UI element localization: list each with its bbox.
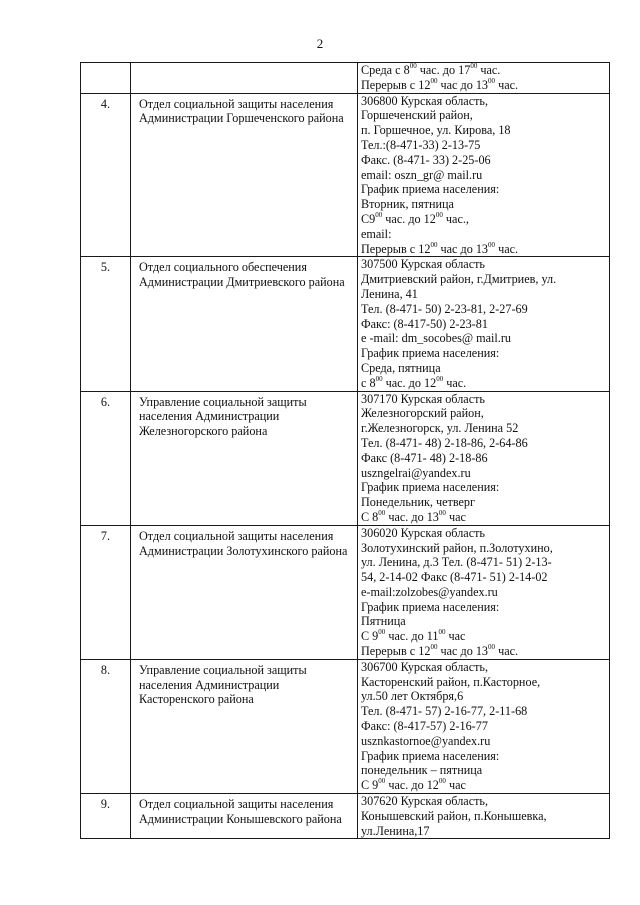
contact-text: С 8 — [361, 509, 379, 524]
contact-text: час. до 13 — [385, 509, 439, 524]
contact-line — [361, 436, 605, 451]
time-minutes-superscript: 00 — [430, 643, 438, 652]
contact-line — [361, 108, 605, 123]
time-minutes-superscript: 00 — [470, 62, 478, 70]
contact-line — [361, 778, 605, 793]
contact-line — [361, 719, 605, 734]
office-name-line: Администрации Горшеченского района — [139, 111, 344, 126]
contact-line — [361, 346, 605, 361]
table-row — [81, 794, 610, 839]
contact-text: час. — [495, 644, 519, 659]
row-number: 6. — [100, 394, 111, 409]
contact-text: понедельник – пятница — [361, 763, 483, 778]
contact-line — [361, 302, 605, 317]
office-name-cell — [131, 257, 358, 391]
contact-line — [361, 197, 605, 212]
office-name-line: Администрации Дмитриевского района — [139, 275, 345, 290]
contact-line — [361, 421, 605, 436]
row-number-cell — [81, 525, 131, 659]
contact-text: Железногорский район, — [361, 406, 484, 421]
contact-text: с 8 — [361, 375, 376, 390]
contact-line — [361, 406, 605, 421]
time-minutes-superscript: 00 — [488, 643, 496, 652]
office-name-cell — [131, 794, 358, 839]
contact-text: С 9 — [361, 629, 379, 644]
contact-text: Перерыв с 12 — [361, 77, 431, 92]
contact-text: График приема населения: — [361, 599, 500, 614]
contact-text: График приема населения: — [361, 748, 500, 763]
contact-text: ул.Ленина,17 — [361, 823, 430, 838]
contact-text: Вторник, пятница — [361, 197, 454, 212]
contact-line — [361, 212, 605, 227]
row-number-cell — [81, 93, 131, 257]
contact-text: час — [445, 778, 466, 793]
contact-text: Среда с 8 — [361, 63, 410, 77]
time-minutes-superscript: 00 — [435, 210, 443, 219]
contact-text: час. — [443, 375, 467, 390]
contact-text: Ленина, 41 — [361, 286, 418, 301]
office-name-line: Администрации Конышевского района — [139, 811, 342, 826]
contact-text: Горшеченский район, — [361, 108, 473, 123]
table-row — [81, 63, 610, 94]
contact-text: 54, 2-14-02 Факс (8-471- 51) 2-14-02 — [361, 570, 548, 585]
contact-text: usznkastornoe@yandex.ru — [361, 733, 491, 748]
time-minutes-superscript: 00 — [436, 374, 444, 383]
contact-line — [361, 526, 605, 541]
contact-line — [361, 123, 605, 138]
contact-text: Факс. (8-471- 33) 2-25-06 — [361, 152, 491, 167]
contact-line — [361, 763, 605, 778]
contact-text: ул. Ленина, д.3 Тел. (8-471- 51) 2-13- — [361, 555, 552, 570]
office-name-cell — [131, 93, 358, 257]
office-name-cell — [131, 525, 358, 659]
time-minutes-superscript: 00 — [438, 508, 446, 517]
contact-line — [361, 272, 605, 287]
row-number: 4. — [100, 96, 111, 111]
office-name-line: населения Администрации — [139, 409, 280, 424]
contact-line — [361, 78, 605, 93]
office-name-cell — [131, 391, 358, 525]
row-number: 7. — [100, 528, 111, 543]
contact-text: Дмитриевский район, г.Дмитриев, ул. — [361, 272, 557, 287]
contact-text: 307170 Курская область — [361, 391, 485, 406]
office-name-line: Управление социальной защиты — [139, 662, 307, 677]
office-contacts-cell — [358, 257, 610, 391]
contact-line — [361, 749, 605, 764]
table-row — [81, 659, 610, 793]
contact-text: email: oszn_gr@ mail.ru — [361, 167, 483, 182]
office-name-line: Отдел социальной защиты населения — [139, 528, 334, 543]
contact-line — [361, 227, 605, 242]
contact-line — [361, 570, 605, 585]
contact-text: 306020 Курская область — [361, 525, 485, 540]
contact-text: час — [445, 629, 466, 644]
contact-line — [361, 63, 605, 78]
row-number-cell — [81, 391, 131, 525]
contact-line — [361, 361, 605, 376]
table-row — [81, 93, 610, 257]
contact-line — [361, 629, 605, 644]
table-row — [81, 391, 610, 525]
contact-line — [361, 331, 605, 346]
contact-text: Конышевский район, п.Конышевка, — [361, 808, 547, 823]
row-number: 5. — [100, 260, 111, 275]
time-minutes-superscript: 00 — [378, 628, 386, 637]
time-minutes-superscript: 00 — [430, 240, 438, 249]
contact-text: Перерыв с 12 — [361, 241, 431, 256]
row-number-cell — [81, 794, 131, 839]
contact-line — [361, 182, 605, 197]
contact-text: час. — [495, 77, 519, 92]
contact-text: ул.50 лет Октября,6 — [361, 689, 464, 704]
contact-text: час до 13 — [437, 644, 489, 659]
time-minutes-superscript: 00 — [409, 62, 417, 70]
contact-line — [361, 689, 605, 704]
office-contacts-cell — [358, 391, 610, 525]
contact-text: час до 13 — [437, 77, 489, 92]
row-number-cell — [81, 257, 131, 391]
table-row — [81, 257, 610, 391]
contact-line — [361, 794, 605, 809]
contact-line — [361, 168, 605, 183]
contact-line — [361, 451, 605, 466]
office-name-line: Железногорского района — [139, 424, 268, 439]
contact-line — [361, 541, 605, 556]
contact-line — [361, 585, 605, 600]
contact-line — [361, 317, 605, 332]
row-number: 9. — [100, 797, 111, 812]
contact-line — [361, 376, 605, 391]
office-contacts-cell — [358, 794, 610, 839]
page-number: 2 — [316, 36, 324, 51]
contact-text: Золотухинский район, п.Золотухино, — [361, 540, 553, 555]
office-name-cell — [131, 659, 358, 793]
contact-text: Тел. (8-471- 50) 2-23-81, 2-27-69 — [361, 301, 528, 316]
office-name-line: Отдел социальной защиты населения — [139, 96, 334, 111]
contact-text: Факс: (8-417-50) 2-23-81 — [361, 316, 488, 331]
contact-text: г.Железногорск, ул. Ленина 52 — [361, 421, 519, 436]
contact-text: График приема населения: — [361, 480, 500, 495]
contact-line — [361, 809, 605, 824]
contact-text: час. до 12 — [382, 375, 437, 390]
time-minutes-superscript: 00 — [375, 374, 383, 383]
contact-line — [361, 824, 605, 839]
contact-line — [361, 510, 605, 525]
office-contacts-cell — [358, 93, 610, 257]
contact-text: Тел. (8-471- 57) 2-16-77, 2-11-68 — [361, 704, 528, 719]
time-minutes-superscript: 00 — [430, 76, 438, 85]
contact-line — [361, 94, 605, 109]
contact-line — [361, 704, 605, 719]
contact-line — [361, 392, 605, 407]
time-minutes-superscript: 00 — [378, 777, 386, 786]
contact-text: Тел. (8-471- 48) 2-18-86, 2-64-86 — [361, 435, 528, 450]
contact-text: Среда, пятница — [361, 360, 441, 375]
contact-line — [361, 242, 605, 257]
time-minutes-superscript: 00 — [488, 76, 496, 85]
contact-text: 306800 Курская область, — [361, 93, 489, 108]
contact-line — [361, 734, 605, 749]
office-contacts-cell — [358, 525, 610, 659]
office-name-line: Отдел социального обеспечения — [139, 260, 307, 275]
contact-text: час. — [495, 241, 519, 256]
contact-line — [361, 614, 605, 629]
contact-text: График приема населения: — [361, 346, 500, 361]
time-minutes-superscript: 00 — [375, 210, 383, 219]
office-name-line: населения Администрации — [139, 677, 280, 692]
contact-line — [361, 257, 605, 272]
contact-line — [361, 138, 605, 153]
contact-text: С9 — [361, 211, 376, 226]
contact-text: uszngelrai@yandex.ru — [361, 465, 471, 480]
row-number-cell — [81, 63, 131, 94]
time-minutes-superscript: 00 — [378, 508, 386, 517]
office-name-line: Управление социальной защиты — [139, 394, 307, 409]
contact-text: Факс: (8-417-57) 2-16-77 — [361, 719, 488, 734]
office-name-line: Касторенского района — [139, 692, 254, 707]
office-name-cell — [131, 63, 358, 94]
contact-text: Пятница — [361, 614, 406, 629]
table-row — [81, 525, 610, 659]
office-contacts-cell — [358, 659, 610, 793]
contact-text: e -mail: dm_socobes@ mail.ru — [361, 331, 511, 346]
contact-text: Тел.:(8-471-33) 2-13-75 — [361, 137, 481, 152]
contact-text: час. до 12 — [385, 778, 439, 793]
contact-text: час до 13 — [437, 241, 489, 256]
office-contacts-cell — [358, 63, 610, 94]
contact-text: час. до 11 — [385, 629, 439, 644]
contact-text: Понедельник, четверг — [361, 495, 476, 510]
contact-line — [361, 495, 605, 510]
contact-line — [361, 644, 605, 659]
contact-line — [361, 600, 605, 615]
contact-line — [361, 675, 605, 690]
office-name-line: Администрации Золотухинского района — [139, 543, 348, 558]
contact-text: Касторенский район, п.Касторное, — [361, 674, 541, 689]
contact-text: 307620 Курская область, — [361, 794, 489, 809]
contact-text: 307500 Курская область — [361, 257, 485, 272]
contact-text: час., — [442, 211, 469, 226]
time-minutes-superscript: 00 — [438, 777, 446, 786]
contact-text: График приема населения: — [361, 182, 500, 197]
contact-line — [361, 480, 605, 495]
contact-text: 306700 Курская область, — [361, 659, 489, 674]
contact-text: час. до 17 — [416, 63, 471, 77]
contact-text: Факс (8-471- 48) 2-18-86 — [361, 450, 488, 465]
contact-text: e-mail:zolzobes@yandex.ru — [361, 584, 498, 599]
office-name-line: Отдел социальной защиты населения — [139, 797, 334, 812]
contact-text: час. — [477, 63, 501, 77]
contact-line — [361, 660, 605, 675]
contact-text: п. Горшечное, ул. Кирова, 18 — [361, 123, 511, 138]
time-minutes-superscript: 00 — [488, 240, 496, 249]
contact-text: email: — [361, 226, 392, 241]
contact-line — [361, 153, 605, 168]
row-number: 8. — [100, 662, 111, 677]
contact-text: час — [445, 509, 466, 524]
time-minutes-superscript: 00 — [438, 628, 446, 637]
contact-line — [361, 287, 605, 302]
contact-text: С 9 — [361, 778, 379, 793]
contact-line — [361, 466, 605, 481]
offices-table — [80, 62, 610, 839]
contact-text: Перерыв с 12 — [361, 644, 431, 659]
row-number-cell — [81, 659, 131, 793]
contact-text: час. до 12 — [382, 211, 436, 226]
contact-line — [361, 555, 605, 570]
